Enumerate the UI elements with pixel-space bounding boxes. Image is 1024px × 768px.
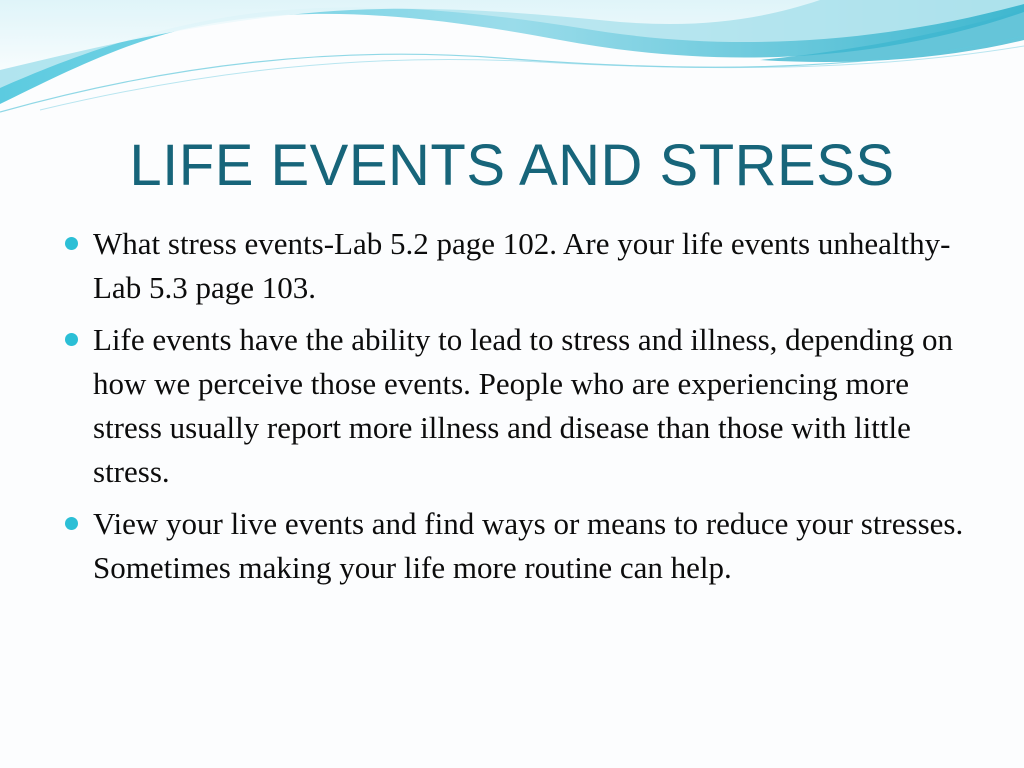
bullet-dot-icon [65, 517, 78, 530]
bullet-text: What stress events-Lab 5.2 page 102. Are your life events unhealthy- Lab 5.3 page 103. [93, 226, 951, 305]
bullet-text: Life events have the ability to lead to stress and illness, depending on how we perceive those events. People who are experiencing more stress usually report more illness and disease than those with little stress. [93, 322, 954, 489]
bullet-text: View your live events and find ways or means to reduce your stresses. Sometimes making your life more routine can help. [93, 506, 964, 585]
bullet-item [60, 502, 980, 590]
slide-title: LIFE EVENTS AND STRESS [129, 133, 895, 198]
bullet-item [60, 222, 980, 310]
bullet-dot-icon [65, 237, 78, 250]
bullet-dot-icon [65, 333, 78, 346]
header-wave-decoration [0, 0, 1024, 130]
bullet-item [60, 318, 980, 494]
bullet-list [60, 222, 980, 598]
